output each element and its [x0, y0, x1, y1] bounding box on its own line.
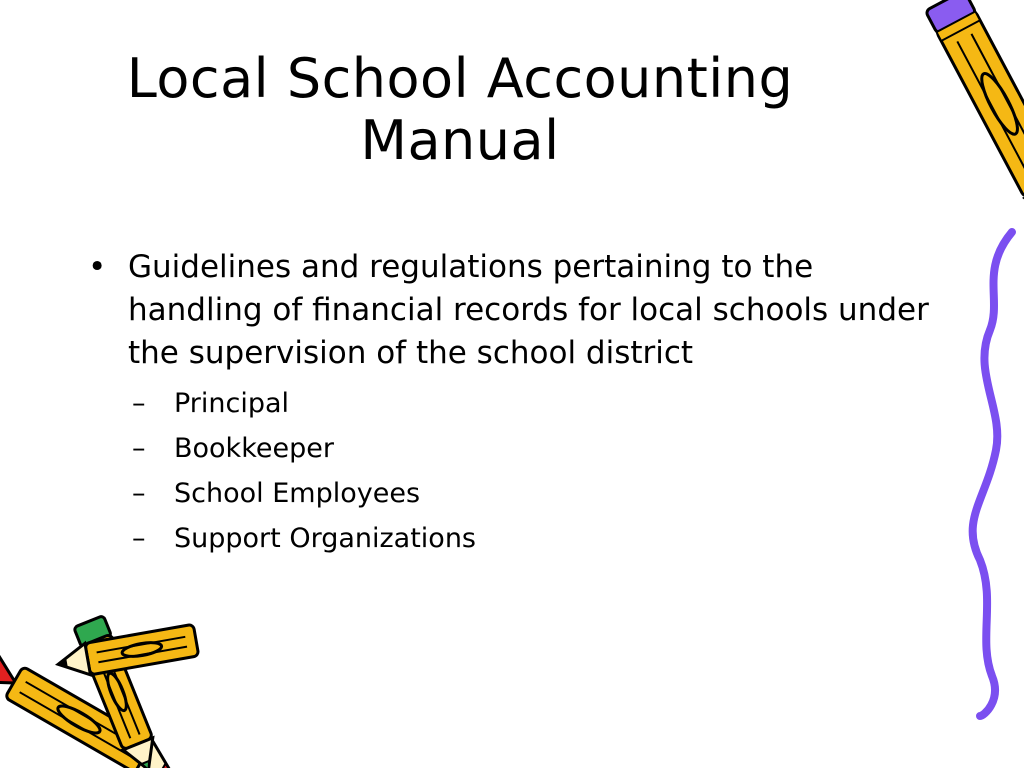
slide-title	[60, 48, 860, 172]
squiggle-line	[973, 232, 1012, 716]
bullet-marker: •	[88, 249, 107, 285]
sub-bullet-item	[132, 516, 946, 561]
slide-title-line-2: Manual	[360, 109, 560, 172]
sub-bullet-marker: –	[132, 523, 146, 554]
sub-bullet-text: Support Organizations	[174, 523, 476, 554]
bullet-text: Guidelines and regulations pertaining to the handling of financial records for local schools under the supervision of the school district	[128, 249, 929, 371]
bullet-item	[86, 246, 946, 561]
sub-bullet-text: Principal	[174, 388, 290, 419]
sub-bullet-item	[132, 471, 946, 516]
bullet-list	[86, 246, 946, 561]
sub-bullet-text: School Employees	[174, 478, 421, 509]
sub-bullet-list	[128, 381, 946, 561]
sub-bullet-marker: –	[132, 388, 146, 419]
sub-bullet-item	[132, 381, 946, 426]
slide-title-line-1: Local School Accounting	[126, 47, 794, 110]
sub-bullet-text: Bookkeeper	[174, 433, 334, 464]
sub-bullet-marker: –	[132, 478, 146, 509]
sub-bullet-item	[132, 426, 946, 471]
sub-bullet-marker: –	[132, 433, 146, 464]
pencil-icon	[925, 0, 1024, 240]
